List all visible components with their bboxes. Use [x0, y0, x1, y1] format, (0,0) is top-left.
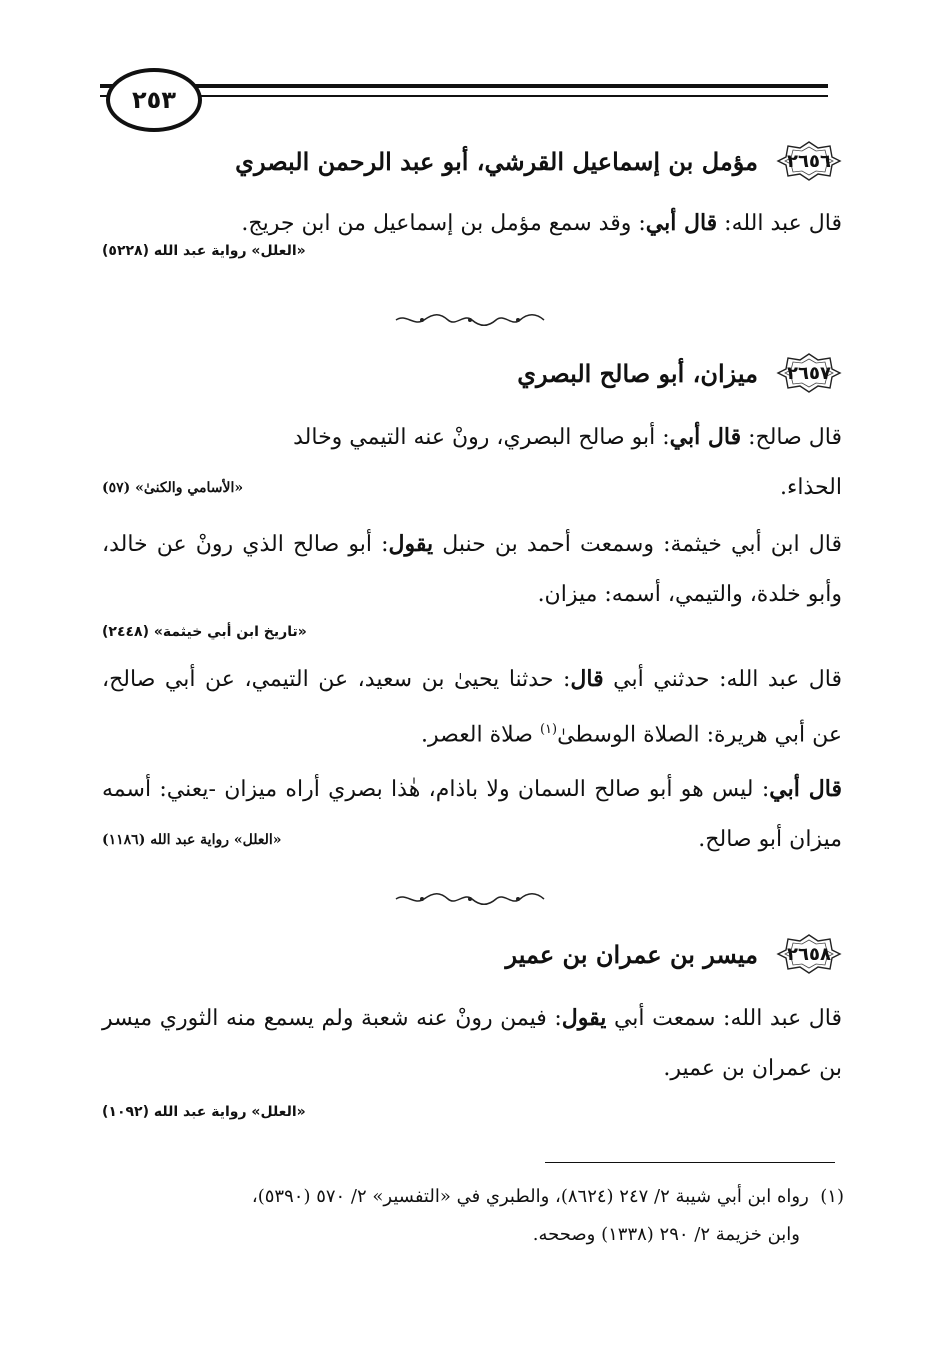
speaker-label: قال أبي [645, 210, 718, 236]
footnote-line [104, 1178, 844, 1216]
entry-number: ٢٦٥٨ [787, 943, 831, 965]
narrator-text: قال صالح: [741, 425, 842, 450]
entry-number: ٢٦٥٧ [787, 362, 831, 384]
quote-text: : حدثنا يحيىٰ بن سعيد، عن التيمي، عن أبي صالح، عن أبي هريرة: الصلاة الوسطىٰ [102, 667, 842, 748]
entry-heading [102, 352, 842, 394]
source-citation: «العلل» رواية عبد الله (١٠٩٢) [102, 1104, 306, 1120]
narrator-text: قال عبد الله: سمعت أبي [606, 1006, 842, 1031]
source-citation: «الأسامي والكنىٰ» (٥٧) [102, 480, 244, 496]
entry-2657 [102, 352, 842, 865]
footnote-text: رواه ابن أبي شيبة ٢/ ٢٤٧ (٨٦٢٤)، والطبري في «التفسير» ٢/ ٥٧٠ (٥٣٩٠)، [251, 1186, 809, 1207]
entry-title: مؤمل بن إسماعيل القرشي، أبو عبد الرحمن البصري [235, 146, 758, 176]
quote-text: : أبو صالح البصري، رونْ عنه التيمي وخالد [293, 425, 670, 450]
quote-text: : فيمن رونْ عنه شعبة ولم يسمع منه الثوري ميسر بن عمران بن عمير. [102, 1006, 842, 1081]
footnote [104, 1178, 844, 1254]
quote-text: : ليس هو أبو صالح السمان ولا باذام، هٰذا بصري أراه ميزان -يعني: أسمه ميزان أبو صالح. [102, 777, 842, 853]
narration-paragraph [102, 412, 842, 513]
narrator-text: قال عبد الله: حدثني أبي [603, 667, 842, 692]
entry-heading [102, 933, 842, 975]
speaker-label: قال أبي [769, 776, 843, 803]
ornament-divider [392, 311, 548, 329]
quote-text: صلاة العصر. [420, 722, 540, 748]
speaker-label: قال [570, 666, 604, 692]
speaker-label: قال أبي [669, 424, 742, 450]
narration-paragraph [102, 993, 842, 1094]
footnote-marker[interactable]: (١) [539, 722, 558, 737]
ornament-divider [392, 890, 548, 908]
quote-text: الحذاء. [779, 475, 842, 500]
entry-2656 [102, 140, 842, 259]
entry-heading [102, 140, 842, 182]
narration-paragraph [102, 764, 842, 865]
source-citation: «العلل» رواية عبد الله (٥٢٢٨) [102, 243, 306, 259]
entry-number-badge [776, 140, 842, 182]
narrator-text: قال عبد الله: [717, 211, 842, 236]
footnote-text: وابن خزيمة ٢/ ٢٩٠ (١٣٣٨) وصححه. [532, 1224, 800, 1245]
page-number: ٢٥٣ [106, 68, 202, 132]
quote-text: : وقد سمع مؤمل بن إسماعيل من ابن جريج. [241, 211, 646, 236]
source-citation: «العلل» رواية عبد الله (١١٨٦) [102, 832, 282, 849]
footnote-number: (١) [820, 1186, 844, 1207]
entry-number-badge [776, 933, 842, 975]
narration-paragraph [102, 654, 842, 760]
narration-paragraph [102, 519, 842, 620]
narrator-text: قال ابن أبي خيثمة: وسمعت أحمد بن حنبل [433, 532, 842, 557]
entry-title: ميسر بن عمران بن عمير [505, 939, 758, 969]
footnote-line [104, 1216, 844, 1254]
entry-2658 [102, 933, 842, 1120]
page-header [0, 0, 942, 130]
speaker-label: يقول [561, 1005, 607, 1031]
footnote-separator [545, 1162, 835, 1163]
quote-text: : أبو صالح الذي رونْ عن خالد، وأبو خلدة، والتيمي، أسمه: ميزان. [102, 532, 842, 607]
source-citation: «تاريخ ابن أبي خيثمة» (٢٤٤٨) [102, 624, 307, 640]
entry-number-badge [776, 352, 842, 394]
entry-number: ٢٦٥٦ [787, 150, 831, 172]
entry-title: ميزان، أبو صالح البصري [517, 358, 758, 388]
speaker-label: يقول [388, 531, 434, 557]
narration-paragraph [102, 198, 842, 249]
